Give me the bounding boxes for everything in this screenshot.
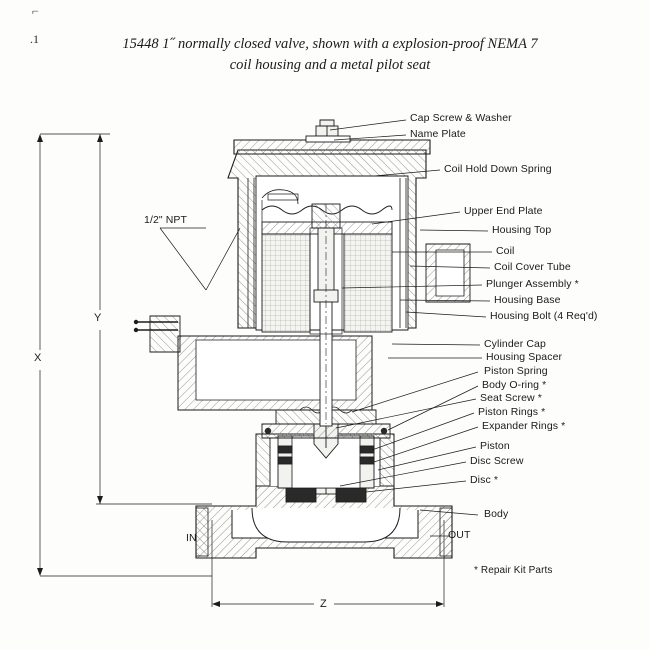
corner-mark-top: ⌐ <box>32 4 39 18</box>
caption-line-1: 15448 1˝ normally closed valve, shown with a explosion-proof NEMA 7 <box>122 36 538 52</box>
name-plate-and-cap-screw <box>306 120 350 142</box>
label-disc: Disc * <box>470 474 499 486</box>
label-disc-screw: Disc Screw <box>470 455 524 467</box>
label-coil-cover-tube: Coil Cover Tube <box>494 261 571 273</box>
label-expander-rings: Expander Rings * <box>482 420 566 432</box>
corner-mark-left: .1 <box>30 32 39 46</box>
label-coil-hold-down-spring: Coil Hold Down Spring <box>444 163 552 175</box>
label-coil: Coil <box>496 245 515 257</box>
dimension-label-x: X <box>34 352 42 364</box>
label-housing-spacer: Housing Spacer <box>486 351 563 363</box>
label-out-port: OUT <box>448 529 471 541</box>
dimension-label-y: Y <box>94 312 102 324</box>
dimension-label-z: Z <box>320 598 327 610</box>
caption-line-2: coil housing and a metal pilot seat <box>229 57 431 73</box>
label-housing-base: Housing Base <box>494 294 561 306</box>
label-housing-top: Housing Top <box>492 224 552 236</box>
label-cylinder-cap: Cylinder Cap <box>484 338 546 350</box>
label-piston-rings: Piston Rings * <box>478 406 546 418</box>
label-in-port: IN <box>186 532 197 544</box>
label-seat-screw: Seat Screw * <box>480 392 542 404</box>
label-npt-port: 1/2" NPT <box>144 214 188 226</box>
valve-body <box>196 486 452 558</box>
footnote-repair-kit: * Repair Kit Parts <box>474 565 553 576</box>
label-upper-end-plate: Upper End Plate <box>464 205 543 217</box>
label-piston-spring: Piston Spring <box>484 365 548 377</box>
label-housing-bolt: Housing Bolt (4 Req'd) <box>490 310 598 322</box>
label-plunger-assembly: Plunger Assembly * <box>486 278 579 290</box>
label-body-o-ring: Body O-ring * <box>482 379 547 391</box>
label-name-plate: Name Plate <box>410 128 466 140</box>
label-cap-screw-washer: Cap Screw & Washer <box>410 112 512 124</box>
label-body: Body <box>484 508 509 520</box>
label-piston: Piston <box>480 440 510 452</box>
